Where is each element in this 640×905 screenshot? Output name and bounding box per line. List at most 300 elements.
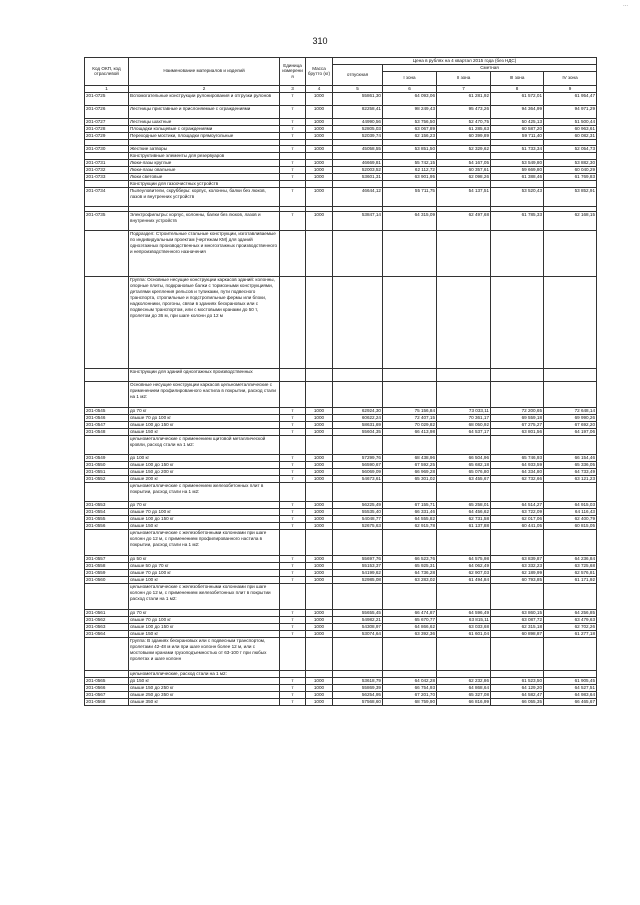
row-sale-price bbox=[333, 381, 383, 407]
row-zone-2-price bbox=[437, 230, 491, 276]
row-zone-1-price: 66 474,87 bbox=[383, 609, 437, 616]
row-zone-2-price: 62 232,86 bbox=[437, 677, 491, 684]
row-unit: т bbox=[280, 145, 306, 152]
row-sale-price bbox=[333, 637, 383, 670]
row-name: Электрофильтры: корпус, колонны, балки без люков, лазов и внутренних устройств bbox=[129, 211, 280, 230]
table-row bbox=[85, 482, 597, 501]
row-zone-3-price: 64 334,80 bbox=[491, 468, 544, 475]
row-zone-3-price bbox=[491, 529, 544, 555]
row-unit: т bbox=[280, 522, 306, 529]
row-unit: т bbox=[280, 92, 306, 105]
row-unit bbox=[280, 435, 306, 454]
row-mass bbox=[306, 435, 333, 454]
row-code: 201-0556 bbox=[85, 522, 129, 529]
row-sale-price bbox=[333, 529, 383, 555]
row-zone-3-price bbox=[491, 670, 544, 677]
row-zone-4-price: 63 121,23 bbox=[544, 475, 597, 482]
row-unit bbox=[280, 529, 306, 555]
row-name: Подраздел: Строительные стальные конструкции, изготавливаемые по индивидуальным проектам (чертежам КМ) для зданий одноэтажных производственных и многоэтажных производственного и непроизводственного назначения bbox=[129, 230, 280, 276]
row-zone-2-price: 60 357,61 bbox=[437, 166, 491, 173]
row-zone-3-price: 60 793,85 bbox=[491, 576, 544, 583]
row-zone-1-price: 66 331,46 bbox=[383, 508, 437, 515]
row-code: 201-0547 bbox=[85, 421, 129, 428]
row-name: Основные несущие конструкции каркасов цельнометаллические с применением профилированного настила в покрытии, расход стали на 1 м2: bbox=[129, 381, 280, 407]
table-row bbox=[85, 508, 597, 515]
row-zone-3-price: 50 425,13 bbox=[491, 118, 544, 125]
row-zone-1-price bbox=[383, 435, 437, 454]
row-code bbox=[85, 529, 129, 555]
row-unit bbox=[280, 368, 306, 381]
header-zone-2: II зона bbox=[437, 71, 491, 85]
row-sale-price bbox=[333, 152, 383, 159]
row-name: Группа: В зданиях бескрановых или с подвесным транспортом, пролетами 42-48 м или при шаге колонн более 12 м, или с мостовыми кранами грузоподъемностью от 63-100 т при любых пролетах и шаге колонн bbox=[129, 637, 280, 670]
row-zone-1-price: 67 155,71 bbox=[383, 501, 437, 508]
row-zone-2-price: 61 494,84 bbox=[437, 576, 491, 583]
row-zone-1-price: 65 301,02 bbox=[383, 475, 437, 482]
row-zone-3-price: 59 669,80 bbox=[491, 166, 544, 173]
row-unit: т bbox=[280, 501, 306, 508]
table-row bbox=[85, 583, 597, 609]
row-code: 201-0728 bbox=[85, 125, 129, 132]
row-zone-1-price: 98 249,43 bbox=[383, 105, 437, 118]
row-zone-4-price bbox=[544, 435, 597, 454]
row-mass: 1000 bbox=[306, 421, 333, 428]
row-zone-3-price: 62 732,66 bbox=[491, 475, 544, 482]
row-name: Люки-лазы круглые bbox=[129, 159, 280, 166]
row-zone-4-price: 52 054,73 bbox=[544, 145, 597, 152]
table-row bbox=[85, 435, 597, 454]
row-unit: т bbox=[280, 187, 306, 206]
row-mass bbox=[306, 583, 333, 609]
row-sale-price: 55153,37 bbox=[333, 562, 383, 569]
row-sale-price: 46644,12 bbox=[333, 187, 383, 206]
row-code: 201-0735 bbox=[85, 211, 129, 230]
row-zone-2-price bbox=[437, 529, 491, 555]
row-zone-3-price: 63 839,87 bbox=[491, 555, 544, 562]
table-row bbox=[85, 152, 597, 159]
row-zone-2-price: 68 050,92 bbox=[437, 421, 491, 428]
row-zone-3-price: 53 549,80 bbox=[491, 159, 544, 166]
table-row bbox=[85, 529, 597, 555]
column-number: 8 bbox=[491, 85, 544, 92]
row-zone-1-price: 53 851,50 bbox=[383, 145, 437, 152]
row-zone-2-price: 64 062,49 bbox=[437, 562, 491, 569]
row-zone-4-price bbox=[544, 637, 597, 670]
row-zone-4-price: 64 527,51 bbox=[544, 684, 597, 691]
row-sale-price: 44990,56 bbox=[333, 118, 383, 125]
row-zone-3-price: 67 275,27 bbox=[491, 421, 544, 428]
row-zone-4-price: 66 465,67 bbox=[544, 698, 597, 705]
row-mass bbox=[306, 637, 333, 670]
row-code: 201-0567 bbox=[85, 691, 129, 698]
row-zone-4-price: 61 769,83 bbox=[544, 173, 597, 180]
row-mass: 1000 bbox=[306, 461, 333, 468]
table-row bbox=[85, 670, 597, 677]
table-row bbox=[85, 475, 597, 482]
row-name: свыше 70 до 100 кг bbox=[129, 616, 280, 623]
row-zone-4-price bbox=[544, 368, 597, 381]
row-zone-2-price: 52 329,62 bbox=[437, 145, 491, 152]
row-sale-price bbox=[333, 670, 383, 677]
row-name: свыше 250 до 350 кг bbox=[129, 691, 280, 698]
column-number: 9 bbox=[544, 85, 597, 92]
row-mass: 1000 bbox=[306, 407, 333, 414]
row-zone-3-price: 64 514,27 bbox=[491, 501, 544, 508]
row-zone-4-price: 62 400,79 bbox=[544, 515, 597, 522]
row-name: до 70 кг bbox=[129, 501, 280, 508]
row-zone-2-price: 62 497,68 bbox=[437, 211, 491, 230]
row-zone-3-price: 63 087,72 bbox=[491, 616, 544, 623]
row-zone-3-price: 72 200,65 bbox=[491, 407, 544, 414]
row-zone-1-price bbox=[383, 180, 437, 187]
row-zone-2-price bbox=[437, 482, 491, 501]
row-zone-2-price: 62 731,58 bbox=[437, 515, 491, 522]
header-price-title: Цена в рублях на 4 квартал 2015 года (без НДС) bbox=[333, 58, 597, 65]
row-zone-4-price: 66 154,46 bbox=[544, 454, 597, 461]
table-row bbox=[85, 166, 597, 173]
row-name: свыше 50 до 70 кг bbox=[129, 562, 280, 569]
row-zone-4-price bbox=[544, 529, 597, 555]
row-unit: т bbox=[280, 569, 306, 576]
row-zone-1-price: 64 315,09 bbox=[383, 211, 437, 230]
row-zone-1-price: 72 407,15 bbox=[383, 414, 437, 421]
row-code: 201-0559 bbox=[85, 569, 129, 576]
table-row bbox=[85, 555, 597, 562]
row-sale-price: 52039,74 bbox=[333, 132, 383, 139]
row-zone-3-price bbox=[491, 180, 544, 187]
row-code bbox=[85, 583, 129, 609]
row-zone-2-price: 64 868,64 bbox=[437, 684, 491, 691]
table-row bbox=[85, 211, 597, 230]
row-unit: т bbox=[280, 159, 306, 166]
row-sale-price: 53618,79 bbox=[333, 677, 383, 684]
row-sale-price: 62924,30 bbox=[333, 407, 383, 414]
column-number: 2 bbox=[129, 85, 280, 92]
row-zone-1-price: 70 029,82 bbox=[383, 421, 437, 428]
row-zone-4-price bbox=[544, 482, 597, 501]
row-sale-price: 54199,62 bbox=[333, 569, 383, 576]
row-mass bbox=[306, 152, 333, 159]
row-unit: т bbox=[280, 414, 306, 421]
row-sale-price: 54308,97 bbox=[333, 623, 383, 630]
row-mass: 1000 bbox=[306, 508, 333, 515]
row-name: Лестницы приставные и прислоняемые с ограждениями bbox=[129, 105, 280, 118]
row-unit: т bbox=[280, 576, 306, 583]
row-unit: т bbox=[280, 211, 306, 230]
row-zone-3-price bbox=[491, 276, 544, 368]
row-unit: т bbox=[280, 562, 306, 569]
row-zone-2-price: 64 575,98 bbox=[437, 555, 491, 562]
row-zone-3-price: 51 733,34 bbox=[491, 145, 544, 152]
table-row bbox=[85, 180, 597, 187]
row-mass: 1000 bbox=[306, 187, 333, 206]
row-unit bbox=[280, 670, 306, 677]
row-sale-price: 54982,21 bbox=[333, 616, 383, 623]
row-zone-2-price: 62 098,26 bbox=[437, 173, 491, 180]
row-zone-1-price: 67 201,70 bbox=[383, 691, 437, 698]
row-name: свыше 100 до 150 кг bbox=[129, 461, 280, 468]
row-zone-2-price: 64 596,49 bbox=[437, 609, 491, 616]
table-row bbox=[85, 461, 597, 468]
row-zone-1-price: 64 736,28 bbox=[383, 569, 437, 576]
row-code bbox=[85, 230, 129, 276]
row-name: цельнометаллические с железобетонными колоннами при шаге колонн до 12 м, с применением профилированного настила в покрытии, расход стали на 1 м2: bbox=[129, 529, 280, 555]
header-zone-1: I зона bbox=[383, 71, 437, 85]
table-row bbox=[85, 421, 597, 428]
row-zone-1-price: 66 969,28 bbox=[383, 468, 437, 475]
row-name: свыше 70 до 100 кг bbox=[129, 569, 280, 576]
row-zone-4-price: 65 336,05 bbox=[544, 461, 597, 468]
row-mass: 1000 bbox=[306, 630, 333, 637]
row-unit: т bbox=[280, 421, 306, 428]
table-row bbox=[85, 407, 597, 414]
table-row bbox=[85, 698, 597, 705]
row-mass: 1000 bbox=[306, 428, 333, 435]
row-mass: 1000 bbox=[306, 609, 333, 616]
row-unit: т bbox=[280, 623, 306, 630]
table-row bbox=[85, 368, 597, 381]
row-sale-price: 54673,61 bbox=[333, 475, 383, 482]
table-row bbox=[85, 501, 597, 508]
row-mass: 1000 bbox=[306, 623, 333, 630]
row-code: 201-0554 bbox=[85, 508, 129, 515]
row-zone-1-price bbox=[383, 230, 437, 276]
row-name: цельнометаллические с применением железобетонных плит в покрытии, расход стали на 1 м2: bbox=[129, 482, 280, 501]
row-unit bbox=[280, 482, 306, 501]
row-zone-1-price: 63 901,95 bbox=[383, 173, 437, 180]
row-zone-1-price: 62 112,72 bbox=[383, 166, 437, 173]
row-zone-3-price bbox=[491, 435, 544, 454]
row-unit bbox=[280, 230, 306, 276]
row-zone-4-price: 72 648,14 bbox=[544, 407, 597, 414]
row-zone-2-price: 65 327,08 bbox=[437, 691, 491, 698]
row-code bbox=[85, 637, 129, 670]
corner-mark: ... bbox=[622, 2, 628, 8]
row-sale-price bbox=[333, 276, 383, 368]
row-name: свыше 150 до 200 кг bbox=[129, 468, 280, 475]
row-name: Пылеуловители, скрубберы: корпус, колонны, балки без люков, лазов и внутренних устройств bbox=[129, 187, 280, 206]
row-mass bbox=[306, 482, 333, 501]
row-unit: т bbox=[280, 677, 306, 684]
row-zone-3-price: 63 801,56 bbox=[491, 428, 544, 435]
row-sale-price: 82258,41 bbox=[333, 105, 383, 118]
row-code bbox=[85, 482, 129, 501]
table-row bbox=[85, 576, 597, 583]
row-name: свыше 100 до 150 кг bbox=[129, 515, 280, 522]
table-row bbox=[85, 609, 597, 616]
row-unit: т bbox=[280, 515, 306, 522]
row-sale-price bbox=[333, 180, 383, 187]
row-name: до 50 кг bbox=[129, 555, 280, 562]
table-row bbox=[85, 159, 597, 166]
row-zone-3-price: 60 587,20 bbox=[491, 125, 544, 132]
header-unit: Единица измерения bbox=[280, 58, 306, 86]
row-zone-3-price: 62 189,99 bbox=[491, 569, 544, 576]
row-zone-1-price: 68 759,90 bbox=[383, 698, 437, 705]
row-zone-4-price: 64 197,06 bbox=[544, 428, 597, 435]
row-mass: 1000 bbox=[306, 475, 333, 482]
row-zone-1-price bbox=[383, 482, 437, 501]
row-unit: т bbox=[280, 609, 306, 616]
row-zone-2-price bbox=[437, 180, 491, 187]
row-mass: 1000 bbox=[306, 211, 333, 230]
row-zone-4-price: 61 277,18 bbox=[544, 630, 597, 637]
row-code: 201-0551 bbox=[85, 468, 129, 475]
header-zone-4: IV зона bbox=[544, 71, 597, 85]
row-sale-price: 46669,81 bbox=[333, 159, 383, 166]
row-sale-price: 52675,63 bbox=[333, 522, 383, 529]
row-unit bbox=[280, 583, 306, 609]
row-sale-price bbox=[333, 435, 383, 454]
row-zone-2-price: 64 456,62 bbox=[437, 508, 491, 515]
table-row bbox=[85, 118, 597, 125]
row-zone-2-price: 65 076,80 bbox=[437, 468, 491, 475]
table-row bbox=[85, 276, 597, 368]
row-zone-4-price bbox=[544, 276, 597, 368]
table-row bbox=[85, 132, 597, 139]
row-zone-4-price: 51 500,44 bbox=[544, 118, 597, 125]
row-zone-1-price: 65 670,77 bbox=[383, 616, 437, 623]
row-code: 201-0546 bbox=[85, 414, 129, 421]
row-mass bbox=[306, 180, 333, 187]
row-mass: 1000 bbox=[306, 677, 333, 684]
table-row bbox=[85, 145, 597, 152]
row-name: свыше 70 до 100 кг bbox=[129, 414, 280, 421]
table-row bbox=[85, 187, 597, 206]
row-mass: 1000 bbox=[306, 616, 333, 623]
row-sale-price: 54048,77 bbox=[333, 515, 383, 522]
row-zone-1-price bbox=[383, 583, 437, 609]
row-unit: т bbox=[280, 630, 306, 637]
row-zone-2-price: 61 137,88 bbox=[437, 522, 491, 529]
row-name: цельнометаллические, расход стали на 1 м2: bbox=[129, 670, 280, 677]
row-zone-1-price: 67 592,25 bbox=[383, 461, 437, 468]
row-code: 201-0726 bbox=[85, 105, 129, 118]
row-mass: 1000 bbox=[306, 105, 333, 118]
table-row bbox=[85, 105, 597, 118]
row-zone-2-price: 63 033,68 bbox=[437, 623, 491, 630]
row-unit bbox=[280, 637, 306, 670]
row-zone-3-price: 62 017,06 bbox=[491, 515, 544, 522]
row-name: Конструкции для газоочистных устройств bbox=[129, 180, 280, 187]
row-name: до 70 кг bbox=[129, 407, 280, 414]
row-zone-1-price: 64 042,28 bbox=[383, 677, 437, 684]
row-zone-4-price: 63 725,68 bbox=[544, 562, 597, 569]
table-row bbox=[85, 637, 597, 670]
row-code: 201-0725 bbox=[85, 92, 129, 105]
row-zone-4-price: 67 692,20 bbox=[544, 421, 597, 428]
row-zone-3-price: 61 572,01 bbox=[491, 92, 544, 105]
row-sale-price: 52805,03 bbox=[333, 125, 383, 132]
row-zone-3-price: 65 746,93 bbox=[491, 454, 544, 461]
row-zone-4-price: 60 963,61 bbox=[544, 125, 597, 132]
row-zone-2-price bbox=[437, 670, 491, 677]
row-code: 201-0545 bbox=[85, 407, 129, 414]
row-code: 201-0566 bbox=[85, 684, 129, 691]
row-sale-price: 56069,09 bbox=[333, 468, 383, 475]
row-sale-price: 53847,14 bbox=[333, 211, 383, 230]
row-zone-4-price: 61 905,45 bbox=[544, 677, 597, 684]
table-row bbox=[85, 92, 597, 105]
row-zone-3-price: 69 559,18 bbox=[491, 414, 544, 421]
row-code: 201-0727 bbox=[85, 118, 129, 125]
row-zone-3-price bbox=[491, 637, 544, 670]
column-number: 7 bbox=[437, 85, 491, 92]
row-sale-price: 52003,52 bbox=[333, 166, 383, 173]
row-sale-price bbox=[333, 230, 383, 276]
row-sale-price: 56225,49 bbox=[333, 501, 383, 508]
table-row bbox=[85, 616, 597, 623]
row-zone-4-price: 64 915,03 bbox=[544, 501, 597, 508]
column-number: 5 bbox=[333, 85, 383, 92]
table-row bbox=[85, 684, 597, 691]
row-zone-4-price bbox=[544, 583, 597, 609]
table-row bbox=[85, 515, 597, 522]
row-zone-3-price: 62 315,18 bbox=[491, 623, 544, 630]
row-code bbox=[85, 670, 129, 677]
row-zone-3-price: 63 722,09 bbox=[491, 508, 544, 515]
row-zone-3-price: 64 129,20 bbox=[491, 684, 544, 691]
header-code: Код ОКП, код отраслевой bbox=[85, 58, 129, 86]
row-sale-price: 53601,31 bbox=[333, 173, 383, 180]
row-unit: т bbox=[280, 118, 306, 125]
row-unit: т bbox=[280, 684, 306, 691]
row-zone-3-price: 61 523,50 bbox=[491, 677, 544, 684]
row-name: свыше 200 кг bbox=[129, 475, 280, 482]
row-mass bbox=[306, 529, 333, 555]
row-mass bbox=[306, 230, 333, 276]
row-name: до 70 кг bbox=[129, 609, 280, 616]
row-unit: т bbox=[280, 454, 306, 461]
row-name: Переходные мостики, площадки прямоугольные bbox=[129, 132, 280, 139]
row-zone-2-price: 61 601,04 bbox=[437, 630, 491, 637]
row-zone-1-price: 64 866,62 bbox=[383, 623, 437, 630]
row-sale-price: 55535,40 bbox=[333, 508, 383, 515]
row-zone-4-price: 61 954,47 bbox=[544, 92, 597, 105]
row-name: Люки световые bbox=[129, 173, 280, 180]
header-zone-3: III зона bbox=[491, 71, 544, 85]
row-zone-4-price: 69 990,26 bbox=[544, 414, 597, 421]
row-name: свыше 100 до 150 кг bbox=[129, 421, 280, 428]
row-zone-1-price: 64 093,06 bbox=[383, 92, 437, 105]
row-zone-2-price: 61 285,63 bbox=[437, 125, 491, 132]
row-zone-1-price: 55 711,75 bbox=[383, 187, 437, 206]
row-zone-2-price: 54 137,51 bbox=[437, 187, 491, 206]
row-zone-3-price bbox=[491, 583, 544, 609]
row-unit bbox=[280, 180, 306, 187]
row-zone-4-price: 60 082,31 bbox=[544, 132, 597, 139]
row-mass bbox=[306, 368, 333, 381]
row-code: 201-0555 bbox=[85, 515, 129, 522]
row-zone-1-price bbox=[383, 276, 437, 368]
row-zone-4-price: 60 040,29 bbox=[544, 166, 597, 173]
table-row bbox=[85, 230, 597, 276]
row-unit: т bbox=[280, 125, 306, 132]
row-name: Площадки кольцевые с ограждениями bbox=[129, 125, 280, 132]
row-sale-price: 55697,76 bbox=[333, 555, 383, 562]
row-zone-2-price bbox=[437, 152, 491, 159]
row-zone-3-price: 61 785,33 bbox=[491, 211, 544, 230]
row-zone-2-price bbox=[437, 381, 491, 407]
row-name: Вспомогательные конструкции рулонирования и отгрузки рулонов bbox=[129, 92, 280, 105]
row-zone-2-price: 65 682,18 bbox=[437, 461, 491, 468]
row-mass bbox=[306, 670, 333, 677]
table-row bbox=[85, 414, 597, 421]
row-zone-1-price: 66 523,76 bbox=[383, 555, 437, 562]
row-mass: 1000 bbox=[306, 92, 333, 105]
row-zone-4-price: 63 479,63 bbox=[544, 616, 597, 623]
row-zone-3-price: 63 332,23 bbox=[491, 562, 544, 569]
